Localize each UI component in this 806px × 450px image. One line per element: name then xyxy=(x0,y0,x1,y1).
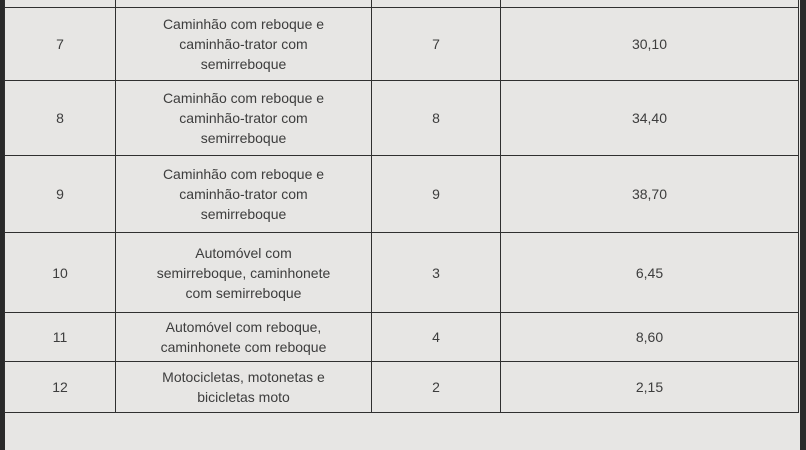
table-row xyxy=(5,362,799,413)
rate-cell: 34,40 xyxy=(501,81,799,156)
rate-cell: 38,70 xyxy=(501,156,799,233)
category-cell: 8 xyxy=(5,81,116,156)
axles-cell: 4 xyxy=(372,313,501,362)
category-cell: 12 xyxy=(5,362,116,413)
axles-cell: 9 xyxy=(372,156,501,233)
rate-cell: 6,45 xyxy=(501,233,799,313)
page-edge-right xyxy=(800,0,806,450)
table-row xyxy=(5,156,799,233)
rate-cell: 2,15 xyxy=(501,362,799,413)
axles-cell: 2 xyxy=(372,362,501,413)
table-cell xyxy=(501,0,799,8)
category-cell: 9 xyxy=(5,156,116,233)
vehicle-description-cell: Motocicletas, motonetas e bicicletas moto xyxy=(116,362,372,413)
axles-cell: 3 xyxy=(372,233,501,313)
category-cell: 10 xyxy=(5,233,116,313)
table-row xyxy=(5,233,799,313)
vehicle-description-cell: Automóvel com semirreboque, caminhonete com semirreboque xyxy=(116,233,372,313)
table-cell xyxy=(116,0,372,8)
toll-rate-table xyxy=(4,0,799,413)
axles-cell: 8 xyxy=(372,81,501,156)
vehicle-description-cell: Automóvel com reboque, caminhonete com reboque xyxy=(116,313,372,362)
table-row xyxy=(5,81,799,156)
vehicle-description-cell: Caminhão com reboque e caminhão-trator com semirreboque xyxy=(116,8,372,81)
rate-cell: 8,60 xyxy=(501,313,799,362)
axles-cell: 7 xyxy=(372,8,501,81)
category-cell: 7 xyxy=(5,8,116,81)
category-cell: 11 xyxy=(5,313,116,362)
rate-cell: 30,10 xyxy=(501,8,799,81)
table-cell xyxy=(5,0,116,8)
vehicle-description-cell: Caminhão com reboque e caminhão-trator com semirreboque xyxy=(116,156,372,233)
table-row xyxy=(5,8,799,81)
vehicle-description-cell: Caminhão com reboque e caminhão-trator com semirreboque xyxy=(116,81,372,156)
table-row xyxy=(5,313,799,362)
table-row-partial xyxy=(5,0,799,8)
table-cell xyxy=(372,0,501,8)
